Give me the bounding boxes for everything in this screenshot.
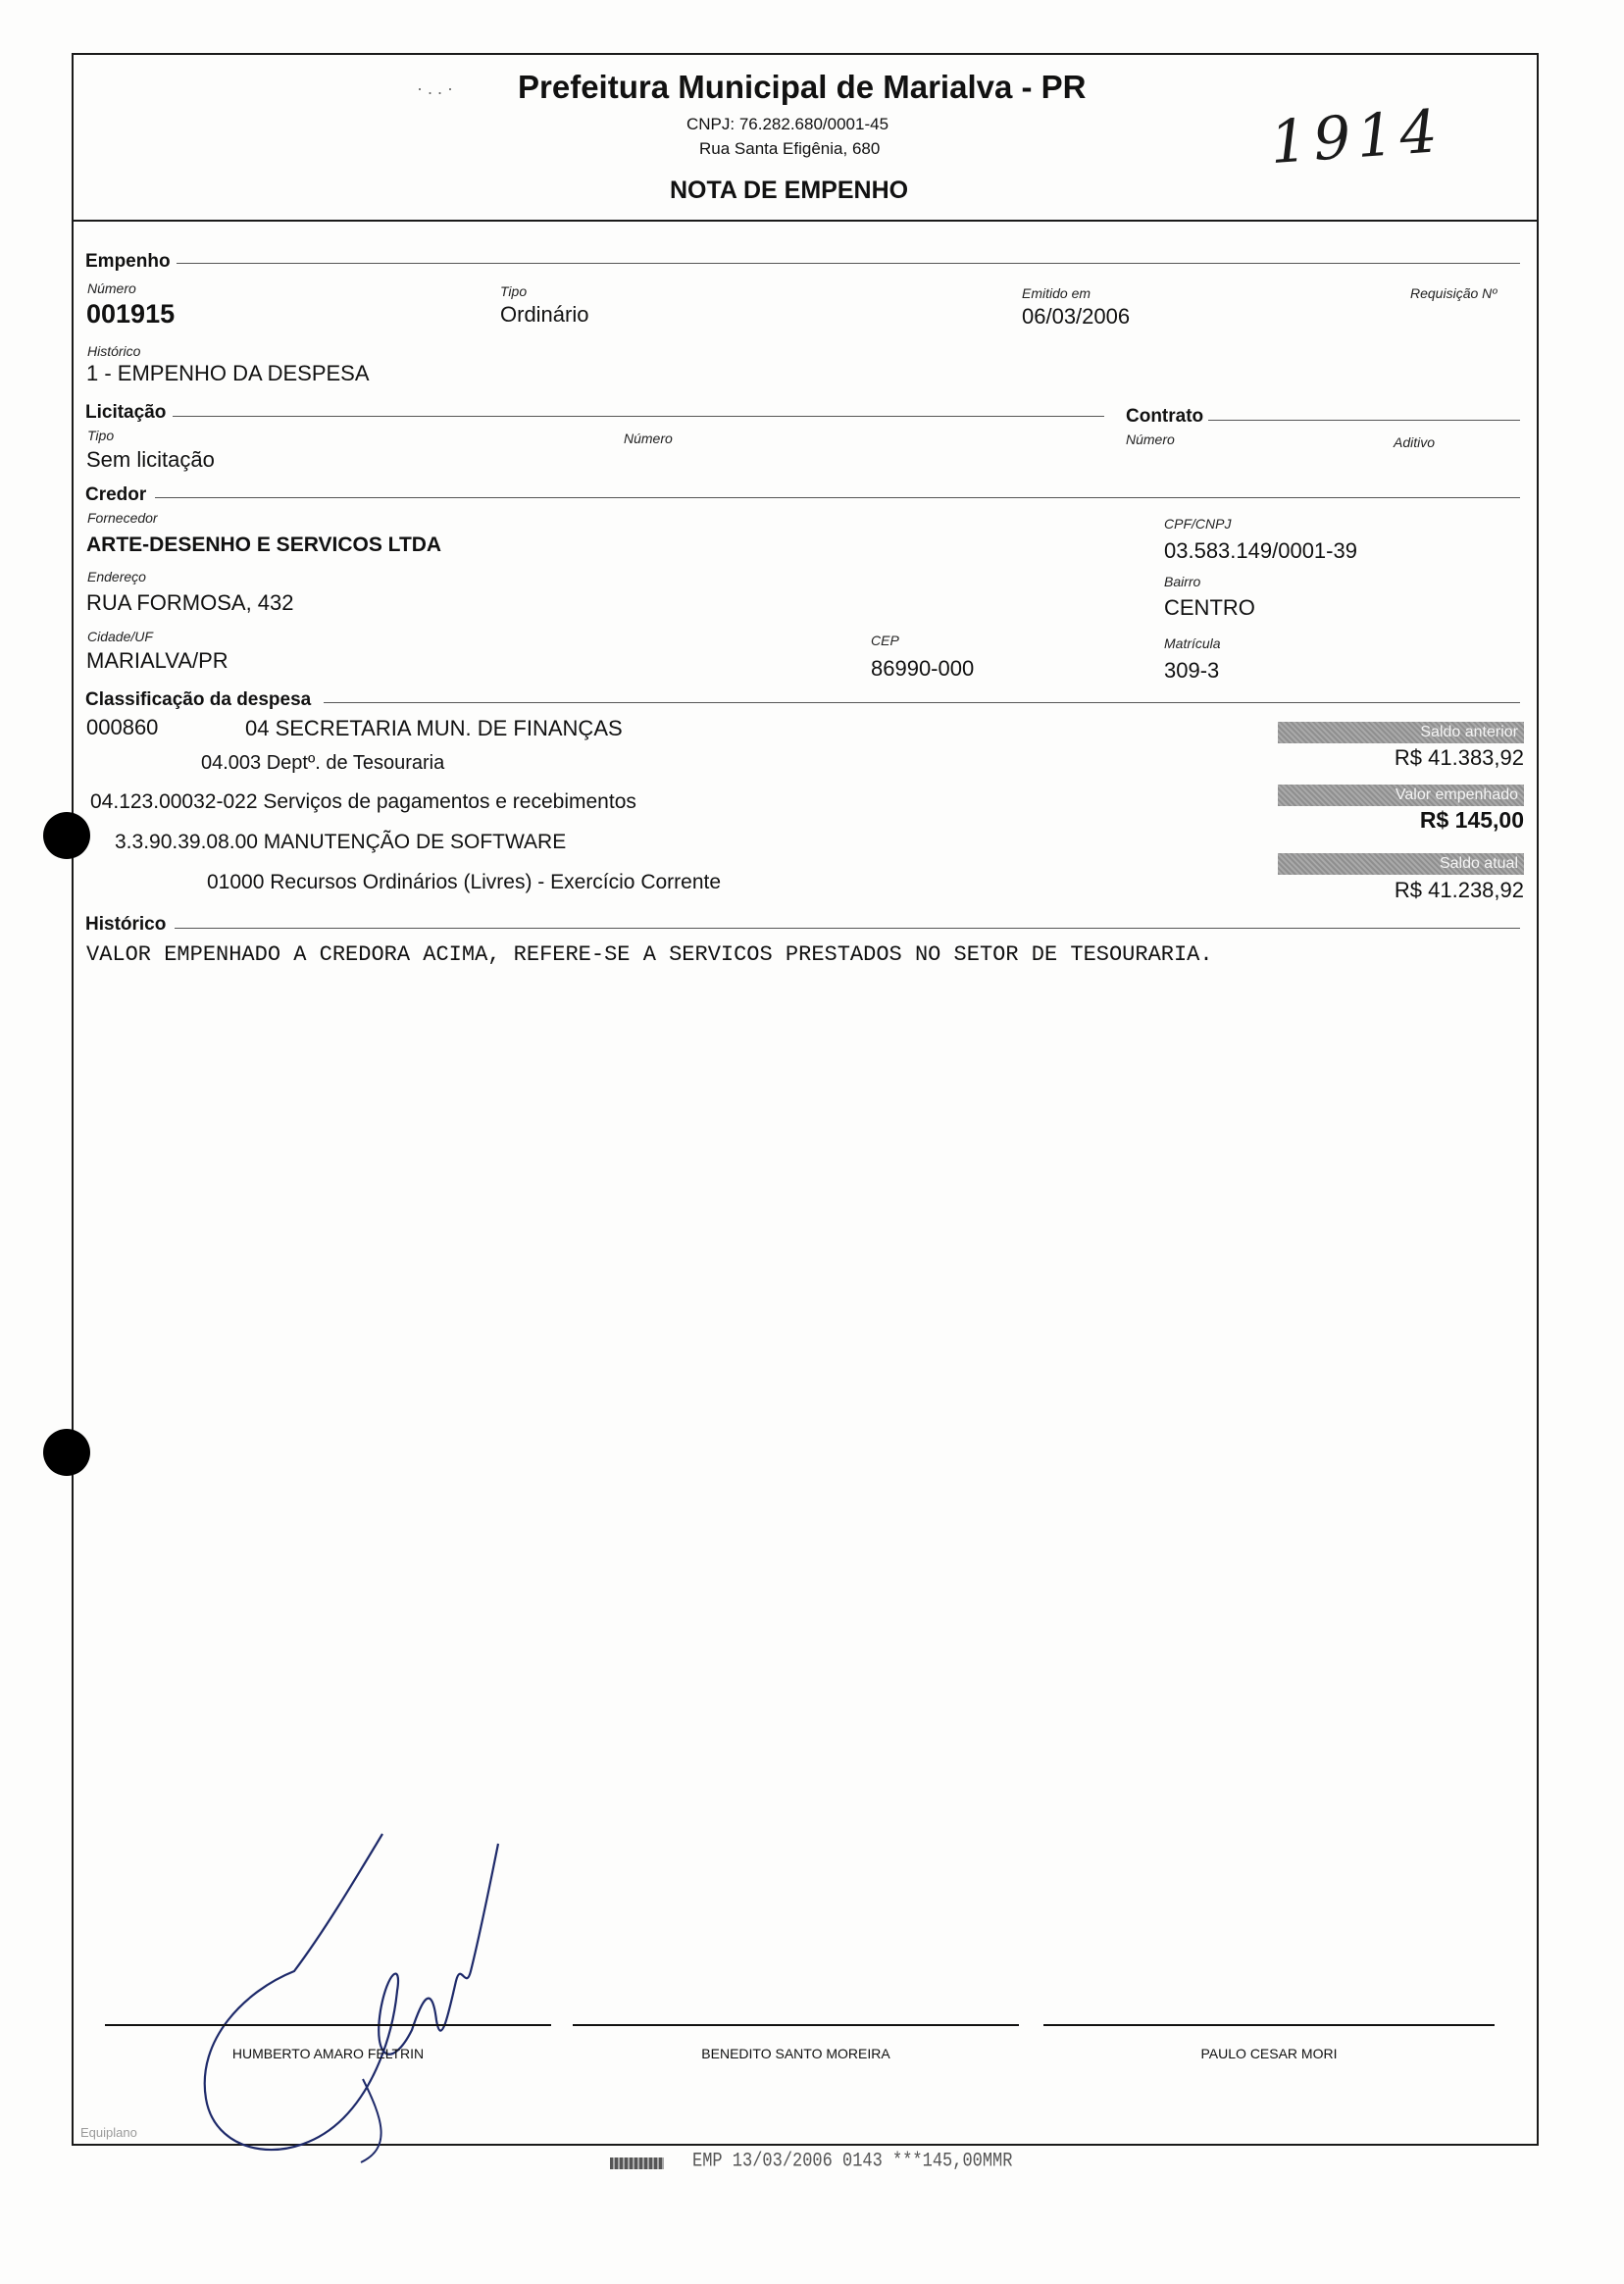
endereco-value: RUA FORMOSA, 432 [86,590,294,615]
emitido-label: Emitido em [1022,285,1091,301]
page-title: Prefeitura Municipal de Marialva - PR [518,69,1087,105]
section-empenho: Empenho [85,251,171,272]
signature-line [1043,2024,1495,2026]
historico-text: VALOR EMPENHADO A CREDORA ACIMA, REFERE-SE A SERVICOS PRESTADOS NO SETOR DE TESOURARIA. [86,942,1213,967]
signature-name: PAULO CESAR MORI [1200,2046,1338,2061]
licitacao-tipo: Sem licitação [86,447,215,472]
saldo-anterior-label: Saldo anterior [1278,722,1524,743]
signature-name: BENEDITO SANTO MOREIRA [701,2046,890,2061]
section-rule [324,702,1520,703]
section-credor: Credor [85,484,147,505]
header-dots: · . . · [417,78,453,98]
empenho-number: 001915 [86,299,176,329]
section-rule [155,497,1520,498]
header-divider [72,220,1539,222]
section-rule [177,263,1520,264]
classificacao-secretaria: 04 SECRETARIA MUN. DE FINANÇAS [245,716,623,740]
valor-empenhado-label: Valor empenhado [1278,785,1524,806]
punch-hole [43,1429,90,1476]
cnpj-text: CNPJ: 76.282.680/0001-45 [686,115,889,133]
section-contrato: Contrato [1126,406,1204,427]
section-rule [173,416,1104,417]
bairro-value: CENTRO [1164,595,1255,620]
section-rule [175,928,1520,929]
signature-line [105,2024,551,2026]
matricula-label: Matrícula [1164,635,1221,651]
numero-label: Número [87,280,136,296]
handwritten-number: 1914 [1267,96,1446,178]
emitido-date: 06/03/2006 [1022,304,1131,329]
saldo-atual-value: R$ 41.238,92 [1394,878,1524,902]
section-historico: Histórico [85,914,167,935]
section-classificacao: Classificação da despesa [85,689,312,710]
matricula-value: 309-3 [1164,658,1220,683]
cep-label: CEP [871,633,899,648]
section-rule [1208,420,1520,421]
punch-hole [43,812,90,859]
footer-brand: Equiplano [80,2125,137,2140]
contrato-aditivo-label: Aditivo [1394,434,1436,450]
licitacao-numero-label: Número [624,431,673,446]
saldo-atual-label: Saldo atual [1278,853,1524,875]
classificacao-elemento: 3.3.90.39.08.00 MANUTENÇÃO DE SOFTWARE [115,831,567,853]
bairro-label: Bairro [1164,574,1201,589]
signature-line [573,2024,1019,2026]
handwritten-signature [186,1824,500,2177]
cidade-label: Cidade/UF [87,629,153,644]
contrato-numero-label: Número [1126,431,1175,447]
historico-label: Histórico [87,343,141,359]
empenho-tipo: Ordinário [500,302,589,327]
classificacao-recurso: 01000 Recursos Ordinários (Livres) - Exercício Corrente [207,871,722,893]
address-text: Rua Santa Efigênia, 680 [699,139,881,158]
fornecedor-name: ARTE-DESENHO E SERVICOS LTDA [86,533,442,556]
requisicao-label: Requisição Nº [1410,285,1497,301]
stamp-logo [610,2157,664,2169]
section-licitacao: Licitação [85,402,167,423]
saldo-anterior-value: R$ 41.383,92 [1394,745,1524,770]
tipo-label: Tipo [500,283,528,299]
document-title: NOTA DE EMPENHO [670,177,909,204]
footer-stamp: EMP 13/03/2006 0143 ***145,00MMR [692,2151,1013,2173]
classificacao-funcional: 04.123.00032-022 Serviços de pagamentos e recebimentos [90,790,636,813]
classificacao-code: 000860 [86,715,159,739]
signature-name: HUMBERTO AMARO FELTRIN [231,2046,425,2061]
cidade-value: MARIALVA/PR [86,648,228,673]
cpf-label: CPF/CNPJ [1164,516,1232,532]
cep-value: 86990-000 [871,656,975,681]
licitacao-tipo-label: Tipo [87,428,115,443]
endereco-label: Endereço [87,569,146,584]
valor-empenhado-value: R$ 145,00 [1419,807,1524,833]
fornecedor-label: Fornecedor [87,510,158,526]
cpf-value: 03.583.149/0001-39 [1164,538,1357,563]
empenho-historico: 1 - EMPENHO DA DESPESA [86,361,370,385]
classificacao-departamento: 04.003 Deptº. de Tesouraria [201,752,445,774]
